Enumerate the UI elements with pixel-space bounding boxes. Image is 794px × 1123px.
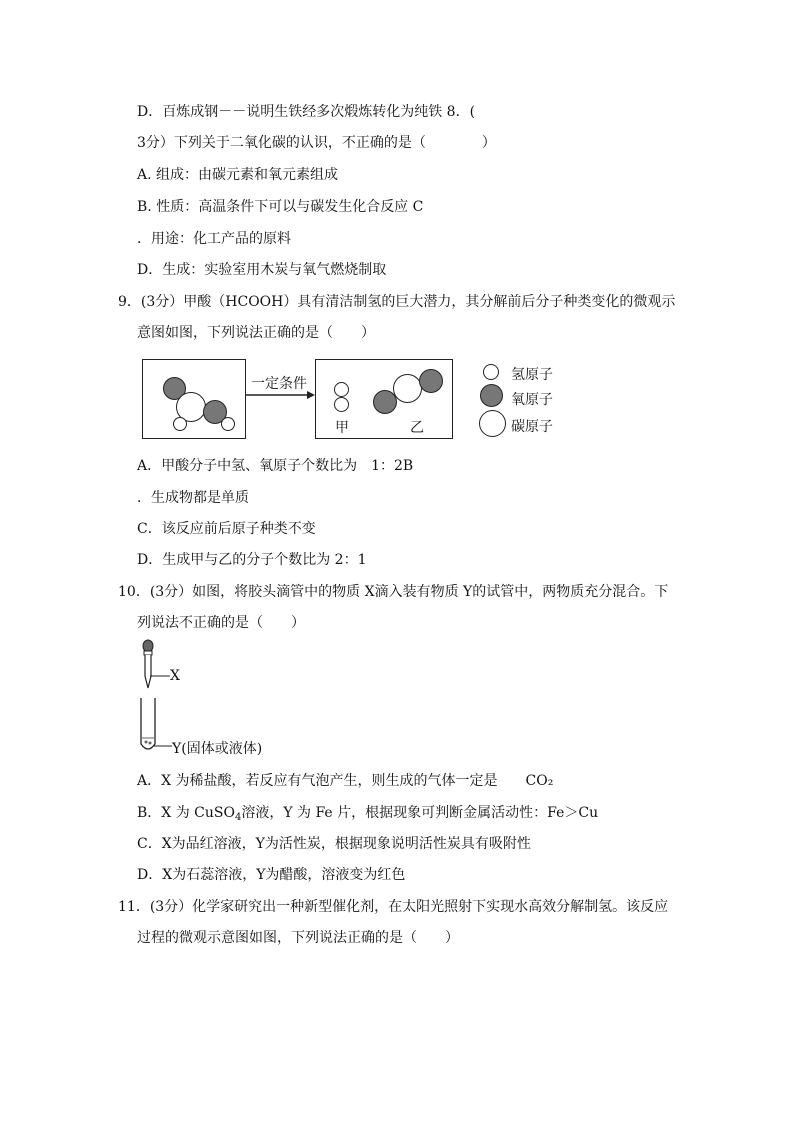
product-label-jia: 甲: [335, 420, 349, 436]
q10-option-d: D．X为石蕊溶液，Y为醋酸，溶液变为红色: [137, 867, 406, 883]
carbon-atom: [393, 374, 422, 403]
legend-hydrogen-icon: [483, 364, 499, 380]
legend-oxygen-icon: [480, 384, 503, 407]
product-label-yi: 乙: [410, 420, 424, 436]
q10-option-b-post: 溶液，Y 为 Fe 片，根据现象可判断金属活动性：Fe＞Cu: [241, 805, 599, 821]
q9-option-a: A．甲酸分子中氢、氧原子个数比为 1：2B: [137, 458, 414, 474]
legend-carbon-icon: [479, 410, 506, 437]
oxygen-atom: [419, 369, 443, 393]
q8-option-b: B. 性质：高温条件下可以与碳发生化合反应 C: [137, 199, 424, 215]
legend-carbon-label: 碳原子: [511, 419, 553, 435]
legend-oxygen-label: 氧原子: [511, 392, 553, 408]
arrow-right-icon: [245, 389, 317, 401]
q10-stem-line1: 10．(3分）如图，将胶头滴管中的物质 X滴入装有物质 Y的试管中，两物质充分混合。下: [118, 584, 669, 600]
q11-stem-line2: 过程的微观示意图如图，下列说法正确的是（ ）: [137, 930, 459, 946]
q8-option-d: D．百炼成钢－－说明生铁经多次煅炼转化为纯铁 8．(: [137, 104, 476, 120]
q10-option-a: A．X 为稀盐酸，若反应有气泡产生，则生成的气体一定是 CO₂: [137, 773, 554, 789]
hydrogen-atom: [173, 417, 187, 431]
q10-option-c: C．X为品红溶液，Y为活性炭，根据现象说明活性炭具有吸附性: [137, 836, 531, 852]
q8-option-d2: D．生成：实验室用木炭与氧气燃烧制取: [137, 262, 387, 278]
q10-stem-line2: 列说法不正确的是（ ）: [137, 615, 305, 631]
hydrogen-atom: [334, 397, 349, 412]
q11-stem-line1: 11．(3分）化学家研究出一种新型催化剂，在太阳光照射下实现水高效分解制氢。该反应: [118, 899, 669, 915]
reaction-condition: 一定条件: [251, 376, 307, 392]
q10-option-b-pre: B．X 为 CuSO: [137, 805, 235, 821]
q9-stem-line1: 9．(3分）甲酸（HCOOH）具有清洁制氢的巨大潜力，其分解前后分子种类变化的微观示: [118, 294, 676, 310]
q10-option-b: [137, 804, 598, 827]
q9-option-c: C．该反应前后原子种类不变: [137, 521, 316, 537]
label-x: X: [170, 668, 180, 684]
q9-option-b: ．生成物都是单质: [137, 490, 249, 506]
q8-option-c: ．用途：化工产品的原料: [137, 231, 291, 247]
q10-option-b-sub: 4: [234, 812, 242, 823]
hydrogen-atom: [334, 382, 349, 397]
q9-stem-line2: 意图如图，下列说法正确的是（ ）: [137, 325, 375, 341]
reactant-box: [142, 359, 246, 439]
q8-option-a: A. 组成：由碳元素和氧元素组成: [137, 167, 339, 183]
q9-option-d: D．生成甲与乙的分子个数比为 2：1: [137, 552, 367, 568]
label-y: Y(固体或液体): [172, 741, 263, 757]
hydrogen-atom: [221, 417, 235, 431]
q8-stem: 3分）下列关于二氧化碳的认识，不正确的是（ ）: [137, 135, 496, 151]
product-box: [315, 359, 453, 439]
legend-hydrogen-label: 氢原子: [511, 367, 553, 383]
